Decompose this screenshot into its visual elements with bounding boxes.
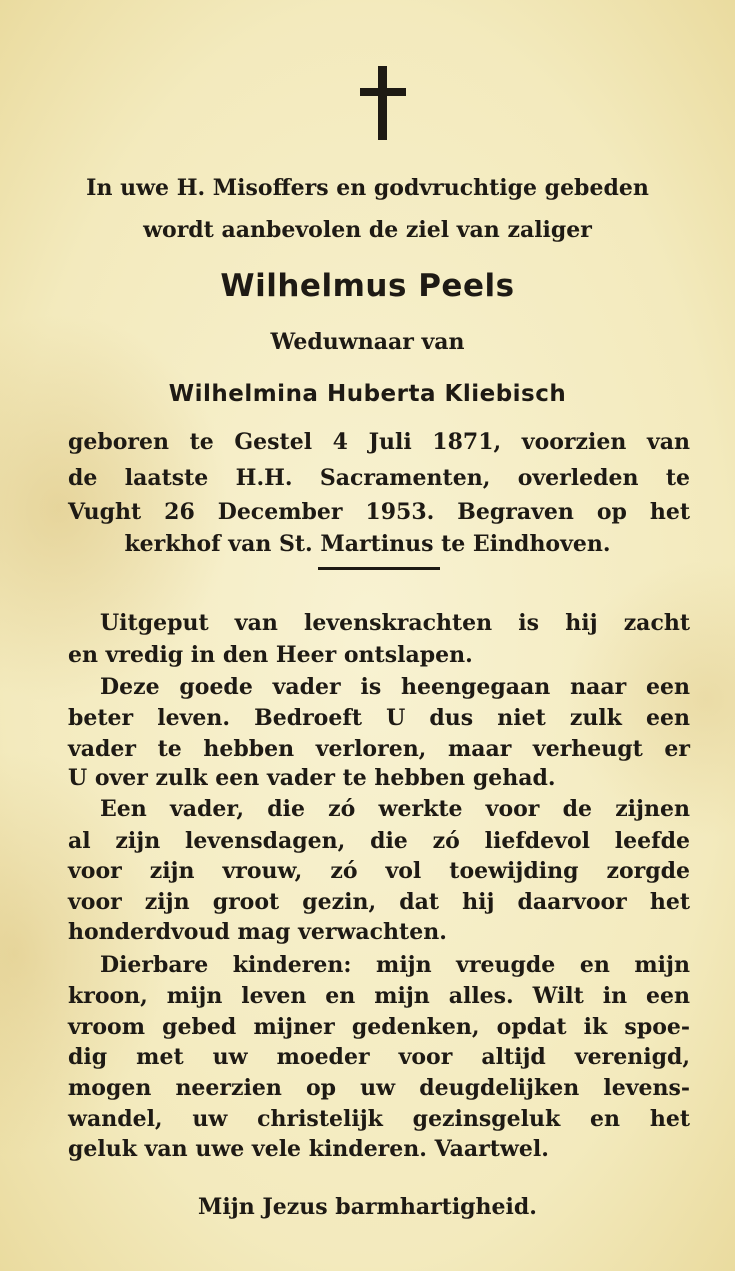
body-line: geluk van uwe vele kinderen. Vaartwel. [68, 1136, 549, 1162]
body-line: U over zulk een vader te hebben gehad. [68, 765, 556, 791]
body-line: kroon, mijn leven en mijn alles. Wilt in een [68, 983, 690, 1009]
intro-line-2: wordt aanbevolen de ziel van zaliger [143, 217, 592, 243]
body-line: Deze goede vader is heengegaan naar een [100, 674, 690, 700]
body-line: Uitgeput van levenskrachten is hij zacht [100, 610, 690, 636]
body-line: en vredig in den Heer ontslapen. [68, 642, 473, 668]
body-line: Een vader, die zó werkte voor de zijnen [100, 796, 690, 822]
biography-line: kerkhof van St. Martinus te Eindhoven. [124, 531, 611, 557]
body-line: dig met uw moeder voor altijd verenigd, [68, 1044, 690, 1070]
divider [318, 567, 440, 570]
closing-prayer: Mijn Jezus barmhartigheid. [198, 1194, 537, 1220]
biography-line: geboren te Gestel 4 Juli 1871, voorzien van [68, 429, 690, 455]
biography-line: de laatste H.H. Sacramenten, overleden te [68, 465, 690, 491]
body-line: beter leven. Bedroeft U dus niet zulk een [68, 705, 690, 731]
body-line: vader te hebben verloren, maar verheugt er [68, 736, 690, 762]
cross-icon [360, 66, 406, 140]
relation-label: Weduwnaar van [270, 329, 465, 355]
biography-line: Vught 26 December 1953. Begraven op het [68, 499, 690, 525]
intro-line-1: In uwe H. Misoffers en godvruchtige gebeden [86, 175, 649, 201]
body-line: mogen neerzien op uw deugdelijken levens- [68, 1075, 690, 1101]
deceased-name: Wilhelmus Peels [220, 268, 515, 304]
spouse-name: Wilhelmina Huberta Kliebisch [168, 381, 567, 407]
body-line: wandel, uw christelijk gezinsgeluk en het [68, 1106, 690, 1132]
body-line: vroom gebed mijner gedenken, opdat ik spoe- [68, 1014, 690, 1040]
body-line: Dierbare kinderen: mijn vreugde en mijn [100, 952, 690, 978]
body-line: voor zijn groot gezin, dat hij daarvoor het [68, 889, 690, 915]
body-line: al zijn levensdagen, die zó liefdevol leefde [68, 828, 690, 854]
body-line: voor zijn vrouw, zó vol toewijding zorgde [68, 858, 690, 884]
body-line: honderdvoud mag verwachten. [68, 919, 447, 945]
